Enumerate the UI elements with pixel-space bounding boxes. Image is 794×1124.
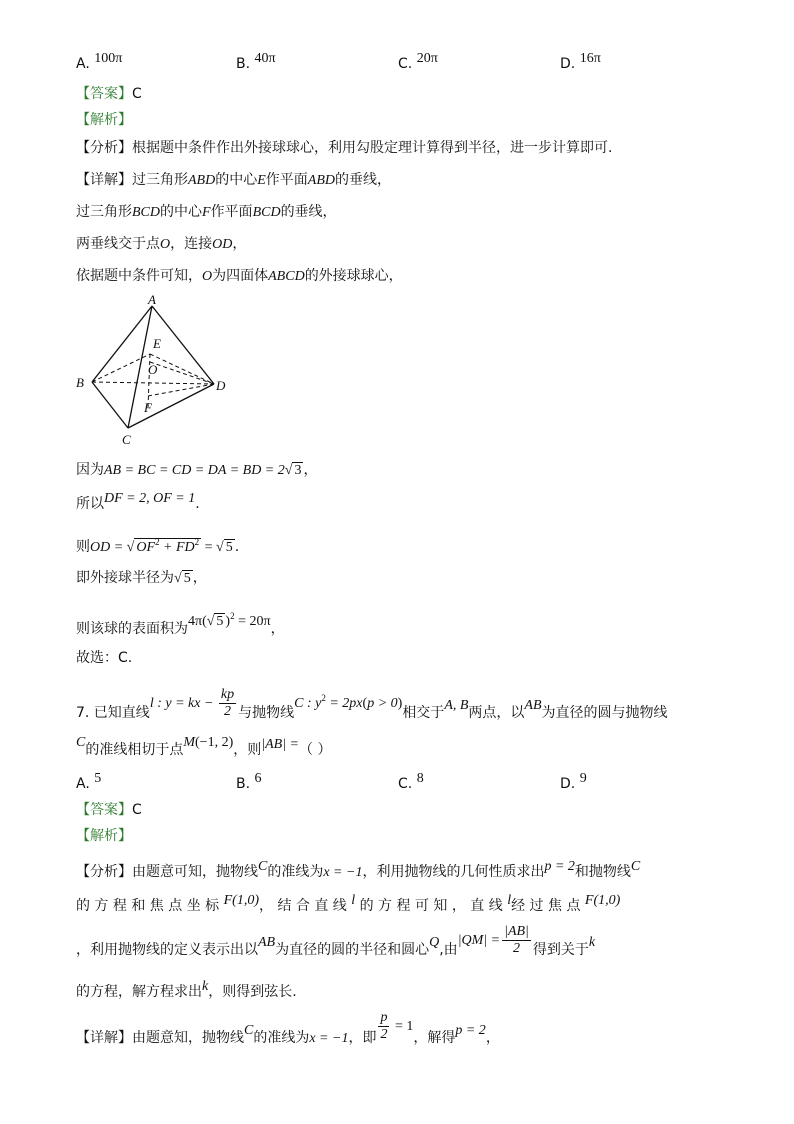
text: 的 方 程 可 知 ， 直 线 bbox=[359, 898, 503, 914]
q7-option-b bbox=[236, 771, 262, 793]
label-a: A bbox=[148, 292, 156, 307]
answer-value: C bbox=[132, 86, 142, 102]
q7-detail-line-1 bbox=[76, 1009, 500, 1060]
numerator: p bbox=[380, 1009, 388, 1025]
math: DF = 2, OF = 1 bbox=[104, 491, 196, 506]
text: 由题意可知，抛物线 bbox=[132, 864, 258, 880]
text: 的准线为 bbox=[253, 1030, 310, 1046]
text: 作平面 bbox=[265, 172, 308, 188]
math: F(1,0) bbox=[584, 893, 621, 908]
text: ，则 bbox=[233, 742, 262, 758]
text: ， bbox=[485, 1030, 500, 1046]
q7-jiexi-heading bbox=[76, 826, 132, 846]
text: 即外接球半径为 bbox=[76, 570, 174, 586]
text: 过三角形 bbox=[76, 204, 132, 220]
text: 的外接球球心， bbox=[304, 268, 403, 284]
text: 则该球的表面积为 bbox=[76, 621, 188, 637]
edge-bc bbox=[92, 382, 128, 428]
math: O bbox=[160, 237, 171, 252]
text: 为直径的圆与抛物线 bbox=[541, 705, 668, 721]
q6-detail-line-6 bbox=[76, 491, 200, 515]
text: 的方程，解方程求出 bbox=[76, 984, 202, 1000]
text: 的中心 bbox=[160, 204, 202, 220]
text: 的准线相切于点 bbox=[85, 742, 184, 758]
text: 因为 bbox=[76, 462, 104, 478]
q6-detail-line-4 bbox=[76, 266, 403, 287]
answer-tag: 【答案】 bbox=[76, 802, 132, 818]
q6-detail-line-1 bbox=[76, 170, 391, 191]
q7-option-a bbox=[76, 771, 102, 793]
label-b: B bbox=[76, 375, 84, 390]
option-label: D. bbox=[560, 56, 576, 72]
text: ， bbox=[232, 236, 247, 252]
text: 的垂线， bbox=[280, 204, 337, 220]
math: C bbox=[258, 859, 268, 874]
text: （ ） bbox=[299, 742, 332, 758]
math: M bbox=[183, 735, 196, 750]
math: = 20π bbox=[234, 614, 271, 629]
math: AB = BC = CD = DA = BD = 2 bbox=[104, 463, 285, 478]
option-label: A. bbox=[76, 776, 90, 792]
paren: ) bbox=[397, 696, 403, 711]
option-value: 5 bbox=[94, 771, 102, 786]
line-od-dashed bbox=[150, 362, 214, 384]
q6-option-b bbox=[236, 51, 276, 73]
text: ， bbox=[270, 621, 285, 637]
math: AB bbox=[258, 935, 276, 950]
math: l bbox=[351, 893, 356, 908]
q7-stem-line-2 bbox=[76, 735, 332, 761]
q6-option-a bbox=[76, 51, 123, 73]
q6-detail-line-5: 因为AB = BC = CD = DA = BD = 2√ 3 ， bbox=[76, 462, 318, 478]
option-label: C. bbox=[398, 776, 413, 792]
math: A, B bbox=[444, 698, 469, 713]
option-value: 20π bbox=[416, 51, 438, 66]
option-value: 9 bbox=[579, 771, 587, 786]
math: = 1 bbox=[391, 1019, 414, 1034]
q6-detail-line-7: 则OD = √ $OF^2 + FD^2$ = √ 5 . bbox=[76, 537, 240, 555]
q6-conclusion bbox=[76, 648, 132, 668]
edge-bd-dashed bbox=[92, 382, 214, 384]
numerator: kp bbox=[220, 686, 235, 702]
text: 7. 已知直线 bbox=[76, 705, 150, 721]
text: 由题意知，抛物线 bbox=[132, 1030, 244, 1046]
text: 两点，以 bbox=[468, 705, 525, 721]
text: 的垂线， bbox=[335, 172, 391, 188]
math: C bbox=[244, 1023, 254, 1038]
tetrahedron-figure bbox=[70, 292, 240, 448]
option-label: A. bbox=[76, 56, 90, 72]
q7-analysis-line-3 bbox=[76, 923, 596, 970]
math: |QM| = bbox=[457, 933, 501, 948]
radicand: 5 bbox=[225, 540, 233, 555]
text: 经 过 焦 点 bbox=[511, 898, 581, 914]
fenxi-tag: 【分析】 bbox=[76, 140, 132, 156]
math: BCD bbox=[132, 205, 160, 220]
math: l : y = kx − bbox=[149, 696, 217, 711]
denominator: 2 bbox=[224, 703, 232, 719]
label-o: O bbox=[148, 362, 158, 377]
math: (−1, 2) bbox=[195, 735, 234, 750]
math: p > 0 bbox=[367, 696, 398, 711]
option-value: 40π bbox=[254, 51, 276, 66]
q6-analysis bbox=[76, 138, 612, 158]
exponent: 2 bbox=[155, 537, 160, 547]
math: OF bbox=[136, 540, 156, 555]
math: E bbox=[257, 173, 266, 188]
text: ，即 bbox=[348, 1030, 377, 1046]
radicand: 3 bbox=[294, 463, 302, 478]
exponent: 2 bbox=[194, 537, 200, 547]
q7-option-c bbox=[398, 771, 424, 793]
math: ABCD bbox=[268, 269, 305, 284]
math: OD = bbox=[90, 540, 127, 555]
text: ，利用抛物线的定义表示出以 bbox=[76, 942, 258, 958]
denominator: 2 bbox=[513, 940, 521, 956]
math: p = 2 bbox=[455, 1023, 486, 1038]
label-d: D bbox=[216, 378, 226, 393]
math: x = −1 bbox=[309, 1031, 349, 1046]
q6-answer bbox=[76, 84, 142, 104]
fenxi-tag: 【分析】 bbox=[76, 864, 132, 880]
paren: ( bbox=[362, 696, 368, 711]
math: x = −1 bbox=[323, 865, 363, 880]
denominator: 2 bbox=[380, 1026, 388, 1042]
text: 为四面体 bbox=[212, 268, 269, 284]
math: OD bbox=[212, 237, 233, 252]
text: 则 bbox=[76, 539, 90, 555]
q7-analysis-line-4 bbox=[76, 979, 297, 1003]
math: ABD bbox=[188, 173, 216, 188]
math: p = 2 bbox=[544, 859, 575, 874]
q7-answer bbox=[76, 800, 142, 820]
label-f: F bbox=[144, 400, 152, 415]
q7-stem-line-1 bbox=[76, 688, 668, 728]
edge-cd bbox=[128, 384, 214, 428]
option-value: 8 bbox=[416, 771, 424, 786]
text: 为直径的圆的半径和圆心 bbox=[275, 942, 430, 958]
fenxi-text: 根据题中条件作出外接球球心，利用勾股定理计算得到半径，进一步计算即可. bbox=[132, 140, 613, 156]
radicand: 5 bbox=[183, 571, 191, 586]
math: C bbox=[630, 859, 641, 874]
exponent: 2 bbox=[230, 611, 235, 621]
q6-detail-line-3 bbox=[76, 234, 246, 255]
text: 故选：C. bbox=[76, 650, 133, 666]
text: ， 结 合 直 线 bbox=[259, 898, 347, 914]
math: ) bbox=[225, 614, 231, 629]
jiexi-tag: 【解析】 bbox=[76, 112, 132, 128]
text: 作平面 bbox=[210, 204, 253, 220]
numerator: |AB| bbox=[504, 923, 529, 939]
text: ，利用抛物线的几何性质求出 bbox=[362, 864, 545, 880]
edge-ad bbox=[152, 306, 214, 384]
text: ， bbox=[192, 570, 207, 586]
math: O bbox=[202, 269, 213, 284]
text: 过三角形 bbox=[132, 172, 188, 188]
text: ,由 bbox=[439, 942, 458, 958]
q6-option-d bbox=[560, 51, 601, 73]
xiangjie-tag: 【详解】 bbox=[76, 1030, 132, 1046]
q7-option-d bbox=[560, 771, 587, 793]
option-label: C. bbox=[398, 56, 413, 72]
text: 的 方 程 和 焦 点 坐 标 bbox=[76, 898, 220, 914]
text: 的准线为 bbox=[267, 864, 324, 880]
math: |AB| = bbox=[261, 737, 299, 752]
option-label: D. bbox=[560, 776, 576, 792]
q7-analysis-line-1 bbox=[76, 859, 716, 883]
math: 4π( bbox=[188, 614, 207, 629]
text: ，解得 bbox=[413, 1030, 456, 1046]
text: 和抛物线 bbox=[574, 864, 631, 880]
text: . bbox=[195, 496, 200, 512]
q6-detail-line-9: 则该球的表面积为4π(√ 5 )$^2$ = 20π， bbox=[76, 611, 285, 637]
label-e: E bbox=[153, 336, 161, 351]
math: F bbox=[202, 205, 211, 220]
option-value: 16π bbox=[579, 51, 601, 66]
q7-analysis-line-2 bbox=[76, 893, 716, 917]
math: + FD bbox=[159, 540, 195, 555]
answer-value: C bbox=[132, 802, 142, 818]
text: 依据题中条件可知， bbox=[76, 268, 202, 284]
label-c: C bbox=[122, 432, 131, 447]
math: AB bbox=[524, 698, 542, 713]
option-label: B. bbox=[236, 776, 251, 792]
text: ， bbox=[303, 462, 318, 478]
option-label: B. bbox=[236, 56, 251, 72]
text: 的中心 bbox=[215, 172, 258, 188]
math: = 2px bbox=[325, 696, 363, 711]
text: 相交于 bbox=[402, 705, 445, 721]
text: ，连接 bbox=[170, 236, 213, 252]
exponent: 2 bbox=[321, 693, 326, 703]
q6-detail-line-8: 即外接球半径为√ 5 ， bbox=[76, 570, 207, 586]
q6-detail-line-2 bbox=[76, 202, 337, 223]
radicand: 5 bbox=[216, 614, 224, 629]
xiangjie-tag: 【详解】 bbox=[76, 172, 132, 188]
math: BCD bbox=[252, 205, 281, 220]
jiexi-tag: 【解析】 bbox=[76, 828, 132, 844]
math: k bbox=[588, 935, 596, 950]
option-value: 6 bbox=[254, 771, 262, 786]
math: Q bbox=[429, 935, 440, 950]
q6-jiexi-heading bbox=[76, 110, 132, 130]
math: C : y bbox=[294, 696, 322, 711]
option-value: 100π bbox=[94, 51, 123, 66]
text: ，则得到弦长. bbox=[208, 984, 297, 1000]
line-fd-dashed bbox=[148, 384, 214, 396]
q6-option-c bbox=[398, 51, 438, 73]
math: = bbox=[201, 540, 217, 555]
math: l bbox=[507, 893, 512, 908]
math: F(1,0) bbox=[223, 893, 259, 908]
text: 得到关于 bbox=[532, 942, 589, 958]
edge-ab bbox=[92, 306, 152, 382]
text: 两垂线交于点 bbox=[76, 236, 160, 252]
text: . bbox=[234, 539, 240, 555]
line-ed-dashed bbox=[150, 354, 214, 384]
math: ABD bbox=[307, 173, 335, 188]
answer-tag: 【答案】 bbox=[76, 86, 132, 102]
text: 所以 bbox=[76, 496, 104, 512]
math: k bbox=[202, 979, 209, 994]
math: C bbox=[76, 735, 86, 750]
text: 与抛物线 bbox=[238, 705, 295, 721]
